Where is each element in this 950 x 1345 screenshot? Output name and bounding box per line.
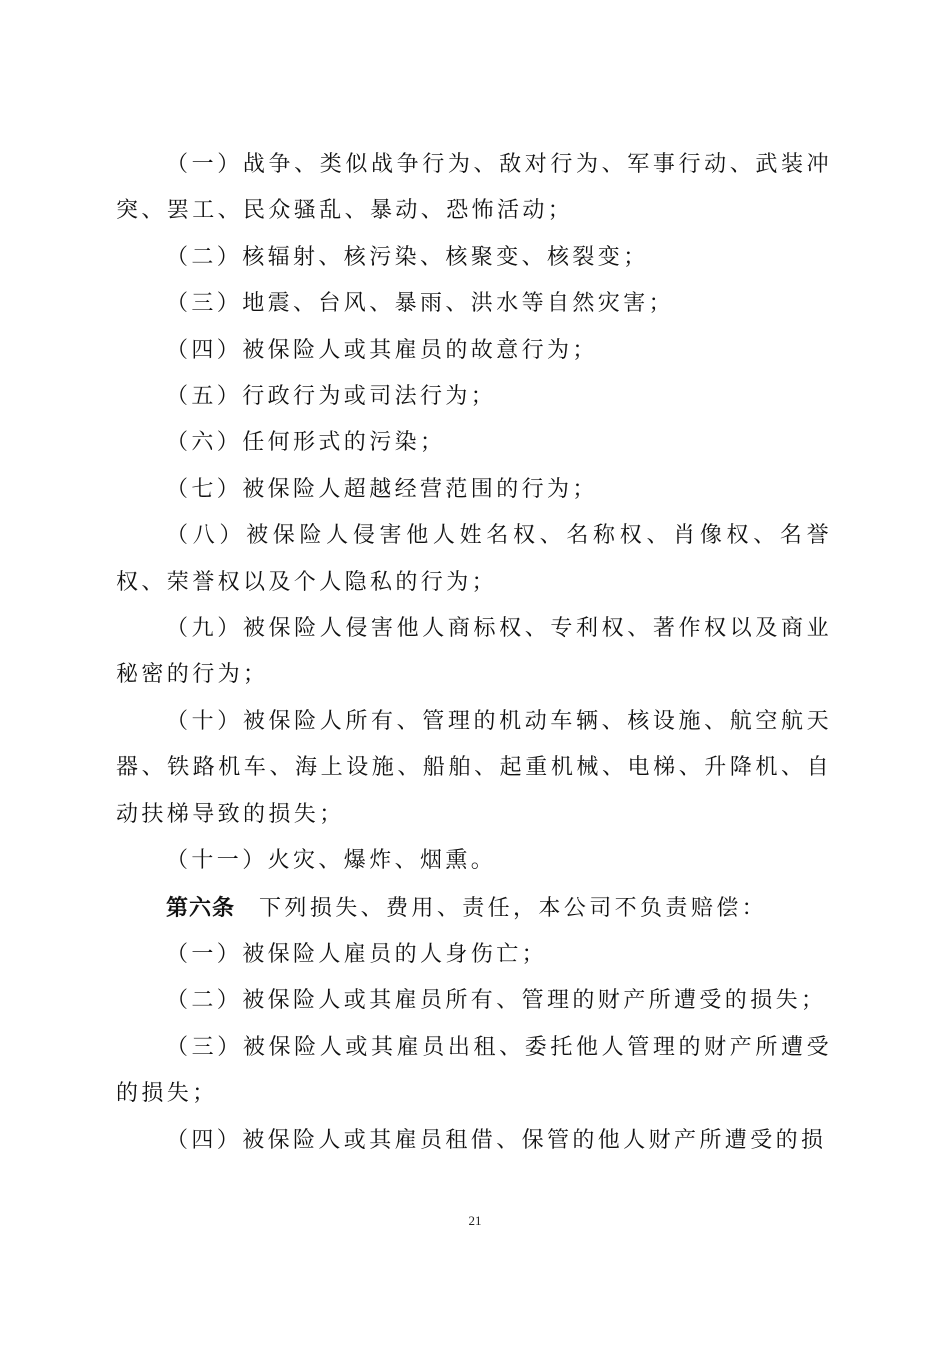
document-body [116,142,832,1164]
exclusion-item-5: （五）行政行为或司法行为； [166,384,497,410]
article-six [116,885,832,932]
article-six-item-2: （二）被保险人或其雇员所有、管理的财产所遭受的损失； [166,988,827,1014]
article-six-heading: 第六条 [166,894,236,921]
exclusion-item-11: （十一）火灾、爆炸、烟熏。 [166,848,497,874]
exclusion-item-4: （四）被保险人或其雇员的故意行为； [166,337,598,363]
article-six-item-1: （一）被保险人雇员的人身伤亡； [166,941,548,967]
page-number: 21 [468,1213,482,1228]
exclusion-item-9: （九）被保险人侵害他人商标权、专利权、著作权以及商业秘密的行为； [116,616,832,688]
article-six-item-3: （三）被保险人或其雇员出租、委托他人管理的财产所遭受的损失； [116,1034,832,1107]
article-six-item-4: （四）被保险人或其雇员租借、保管的他人财产所遭受的损 [166,1127,827,1153]
article-six-text: 下列损失、费用、责任，本公司不负责赔偿： [259,895,768,921]
exclusion-item-6: （六）任何形式的污染； [166,430,446,456]
exclusion-item-2: （二）核辐射、核污染、核聚变、核裂变； [166,244,649,270]
exclusion-item-8: （八）被保险人侵害他人姓名权、名称权、肖像权、名誉权、荣誉权以及个人隐私的行为； [116,523,832,595]
exclusion-item-7: （七）被保险人超越经营范围的行为； [166,476,598,502]
exclusion-item-3: （三）地震、台风、暴雨、洪水等自然灾害； [166,291,675,317]
exclusion-item-1: （一）战争、类似战争行为、敌对行为、军事行动、武装冲突、罢工、民众骚乱、暴动、恐怖活动； [116,152,832,224]
exclusion-item-10: （十）被保险人所有、管理的机动车辆、核设施、航空航天器、铁路机车、海上设施、船舶、起重机械、电梯、升降机、自动扶梯导致的损失； [116,708,832,827]
